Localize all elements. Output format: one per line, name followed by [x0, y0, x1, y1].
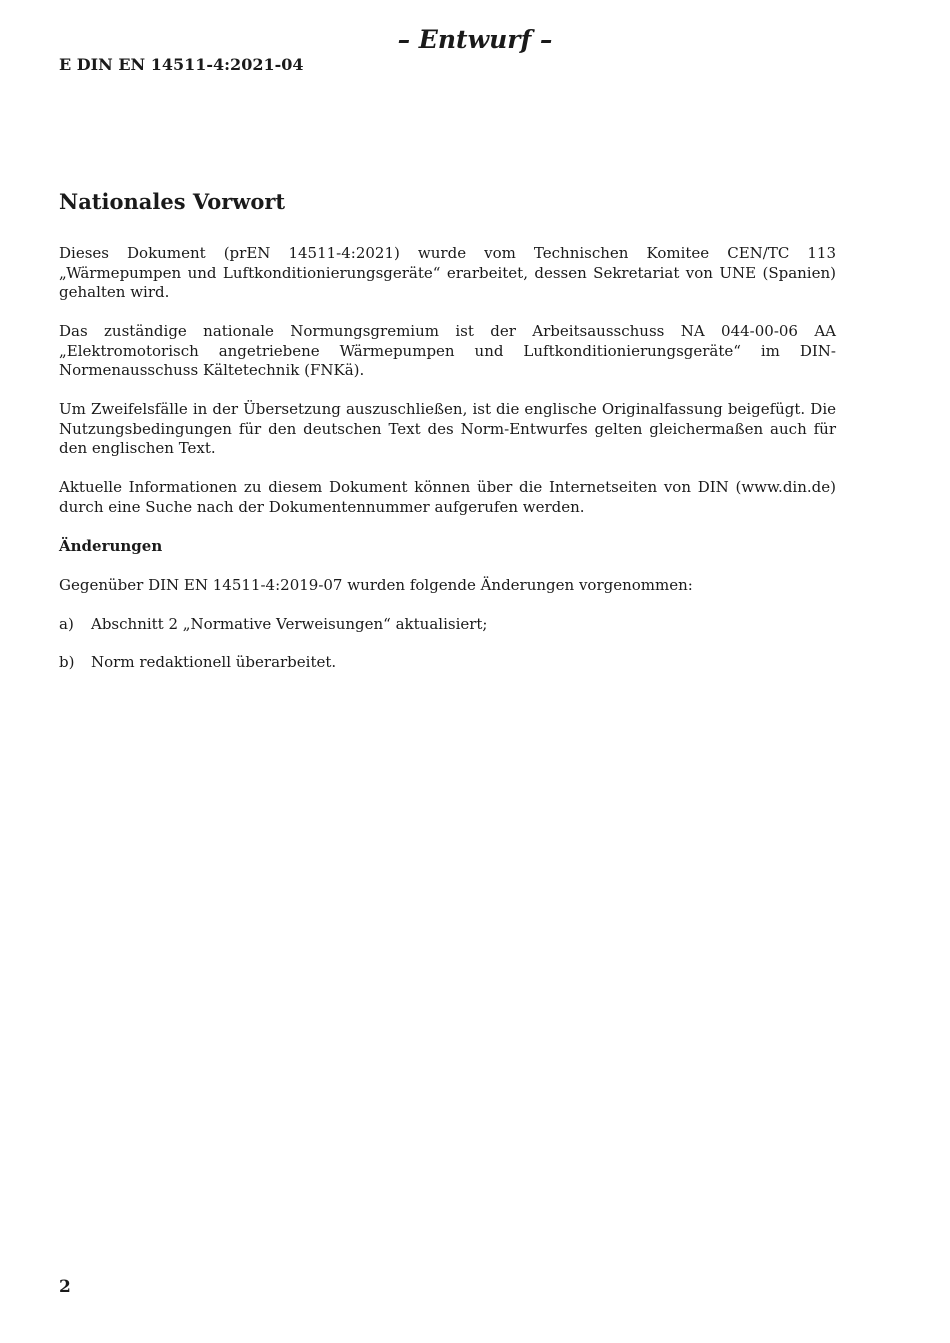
paragraph-committee: Dieses Dokument (prEN 14511-4:2021) wurde vom Technischen Komitee CEN/TC 113 „Wärmepumpen und Luftkonditionierungsgeräte“ erarbeitet, dessen Sekretariat von UNE (Spanien) gehalten wird.: [59, 244, 836, 301]
document-body: [59, 188, 836, 692]
document-id: E DIN EN 14511-4:2021-04: [59, 55, 304, 74]
list-marker: b): [59, 653, 75, 671]
list-item: [59, 615, 836, 635]
section-title: Nationales Vorwort: [59, 189, 286, 214]
list-marker: a): [59, 614, 74, 633]
paragraph-information: Aktuelle Informationen zu diesem Dokument können über die Internetseiten von DIN (www.din.de) durch eine Suche nach der Dokumentennummer aufgerufen werden.: [59, 478, 836, 516]
list-item: [59, 653, 836, 673]
paragraph-national-body: Das zuständige nationale Normungsgremium ist der Arbeitsausschuss NA 044-00-06 AA „Elektromotorisch angetriebene Wärmepumpen und Luftkonditionierungsgeräte“ im DIN-Normenausschuss Kältetechnik (FNKä).: [59, 322, 836, 379]
draft-watermark: – Entwurf –: [397, 25, 553, 54]
changes-intro: Gegenüber DIN EN 14511-4:2019-07 wurden folgende Änderungen vorgenommen:: [59, 575, 693, 594]
list-item-text: Norm redaktionell überarbeitet.: [91, 653, 337, 671]
changes-title: Änderungen: [59, 536, 163, 555]
paragraph-translation: Um Zweifelsfälle in der Übersetzung auszuschließen, ist die englische Originalfassung beigefügt. Die Nutzungsbedingungen für den deutschen Text des Norm-Entwurfes gelten gleichermaßen auch für den englischen Text.: [59, 400, 836, 457]
page-number: 2: [59, 1277, 71, 1297]
list-item-text: Abschnitt 2 „Normative Verweisungen“ aktualisiert;: [91, 614, 488, 633]
